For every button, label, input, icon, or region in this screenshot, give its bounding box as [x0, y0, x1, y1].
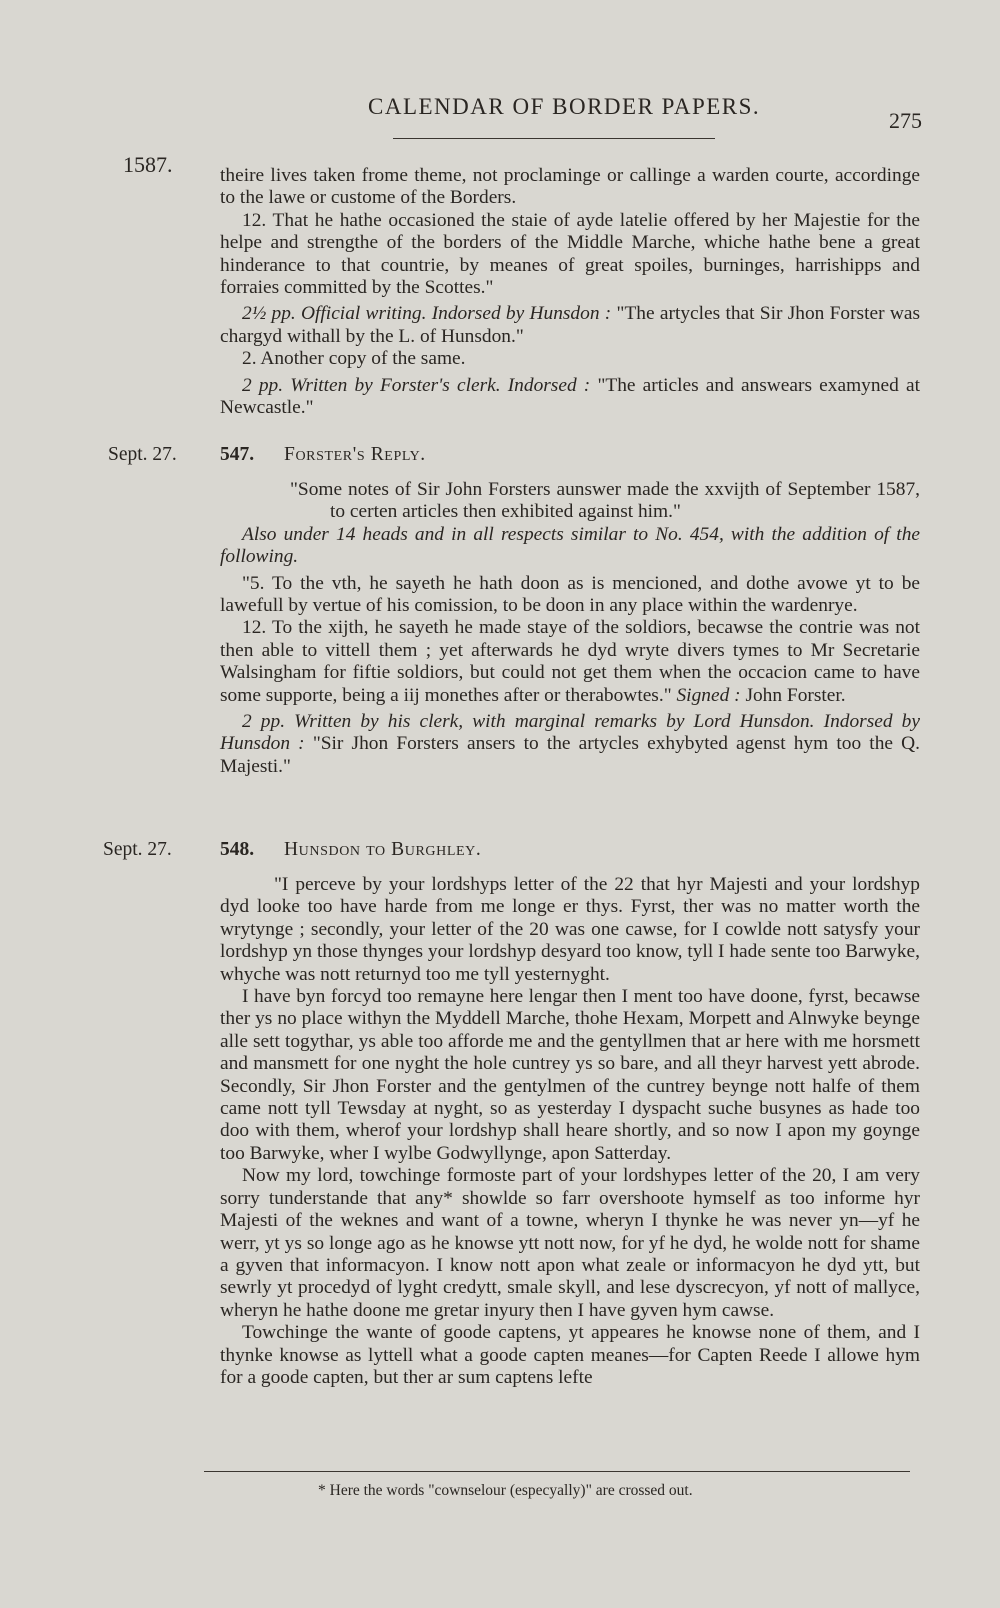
entry-title: Hunsdon to Burghley. [284, 839, 482, 860]
paragraph: "5. To the vth, he sayeth he hath doon as is mencioned, and dothe avowe yt to be lawefull by vertue of his comission, to be doon in any place within the wardenrye. [220, 572, 920, 617]
paragraph: I have byn forcyd too remayne here lengar then I ment too have doone, fyrst, becawse ther ys no place withyn the Myddell Marche, thohe Hexam, Morpett and Alnwyke beynge alle sett togythar, ys able too afforde me and the gentyllmen that ar here with me horsmett and mansmett for one nyght the hole cuntrey ys so bare, and all theyr harvest yett abrode. Secondly, Sir Jhon Forster and the gentylmen of the cuntrey beynge nott halfe of them came nott tyll Tewsday at nyght, so as yesterday I dyspacht suche busynes as hade too doo with them, wherof your lordshyp shall heare shortly, and so now I apon my goynge too Barwyke, wher I wylbe Godwyllynge, apon Satterday. [220, 986, 920, 1164]
page-number: 275 [889, 108, 922, 133]
entry-number: 548. [220, 839, 255, 860]
margin-year: 1587. [123, 152, 173, 177]
paragraph: theire lives taken frome theme, not proclaminge or callinge a warden courte, accordinge to the lawe or custome of the Borders. [220, 165, 920, 209]
note-label: 2 pp. Written by Forster's clerk. Indorsed : [242, 374, 591, 396]
entry-title: Forster's Reply. [284, 444, 426, 465]
footnote: * Here the words "cownselour (especyally)" are crossed out. [318, 1482, 693, 1499]
paragraph: 12. That he hathe occasioned the staie of ayde latelie offered by her Majestie for the helpe and strengthe of the borders of the Middle Marche, whiche hathe bene a great hinderance to that countrie, by meanes of great spoiles, burninges, harrishipps and forraies committed by the Scottes." [220, 209, 920, 299]
entry-body [220, 479, 920, 778]
entry-number: 547. [220, 444, 255, 465]
note-label: 2½ pp. Official writing. Indorsed by Hunsdon : [242, 303, 612, 325]
header-rule [393, 138, 715, 139]
page-header [0, 94, 1000, 134]
indorsement-note [220, 303, 920, 348]
continuation-text [220, 165, 920, 419]
paragraph: Now my lord, towchinge formoste part of your lordshypes letter of the 20, I am very sorry tunderstande that any* showlde so farr overshoote hymself as too informe hyr Majesti of the weknes and want of a towne, wheryn I thynke he was never yn—yf he werr, yt ys so longe ago as he knowse ytt nott now, for yf he dyd, he wolde nott for shame a gyven that informacyon. I know nott apon what zeale or informacyon he dyd ytt, but sewrly yt procedyd of lyght credytt, smale skyll, and lese dyscrecyon, yf nott of mallyce, wheryn he hathe doone me gretar inyury then I have gyven hym cawse. [220, 1165, 920, 1321]
editorial-note: Also under 14 heads and in all respects similar to No. 454, with the addition of the following. [220, 523, 920, 568]
entry-body [220, 874, 920, 1389]
paragraph-text: 12. To the xijth, he sayeth he made staye of the soldiors, becawse the contrie was not then able to vittell them ; yet afterwards he dyd wryte divers tymes to Mr Secretarie Walsingham for fiftie soldiors, but could not get them when the occacion came to have some supporte, being a iij monethes after or therabowtes." [220, 617, 920, 706]
entry-date: Sept. 27. [108, 444, 177, 465]
indorsement-note [220, 711, 920, 778]
indorsement-note [220, 375, 920, 420]
quoted-title: "Some notes of Sir John Forsters aunswer made the xxvijth of September 1587, to certen articles then exhibited against him." [290, 479, 920, 523]
note-label: 2 pp. Written by his clerk, with marginal remarks by Lord Hunsdon. Indorsed by Hunsdon : [220, 711, 920, 755]
running-title: CALENDAR OF BORDER PAPERS. [368, 94, 761, 119]
note-text: "The articles and answears examyned at Newcastle." [220, 374, 920, 419]
footnote-rule [204, 1471, 910, 1472]
note-text: "The artycles that Sir Jhon Forster was chargyd withall by the L. of Hunsdon." [220, 303, 920, 347]
paragraph: "I perceve by your lordshyps letter of the 22 that hyr Majesti and your lordshyp dyd looke too have harde from me longe er thys. Fyrst, ther was no matter worth the wrytynge ; secondly, your letter of the 20 was one cawse, for I cowlde nott satysfy your lordshyp yn those thynges your lordshyp desyard too know, tyll I hade sente too Barwyke, whyche was nott returnyd too me tyll yesternyght. [220, 874, 920, 985]
paragraph: Towchinge the wante of goode captens, yt appeares he knowse none of them, and I thynke knowse as lyttell what a goode capten meanes—for Capten Reede I allowe hym for a goode capten, but ther ar sum captens lefte [220, 1322, 920, 1388]
paragraph [220, 617, 920, 707]
signed-name: John Forster. [745, 684, 846, 706]
paragraph: 2. Another copy of the same. [242, 348, 466, 370]
entry-date: Sept. 27. [103, 839, 172, 860]
note-text: "Sir Jhon Forsters ansers to the artycles exhybyted agenst hym too the Q. Majesti." [220, 733, 921, 777]
signed-label: Signed : [676, 684, 741, 706]
